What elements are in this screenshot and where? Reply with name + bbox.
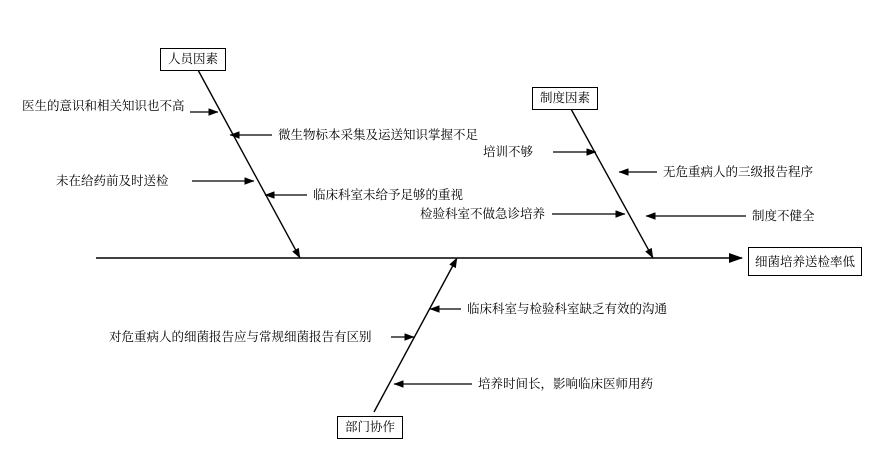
bone-personnel xyxy=(198,70,300,258)
cause-label-collab-2: 对危重病人的细菌报告应与常规细菌报告有区别 xyxy=(109,329,372,344)
cause-label-system-4: 制度不健全 xyxy=(752,208,815,223)
bone-collaboration xyxy=(374,258,457,412)
category-label-system: 制度因素 xyxy=(532,87,598,110)
cause-label-collab-3: 培养时间长，影响临床医师用药 xyxy=(478,376,654,391)
category-label-collaboration: 部门协作 xyxy=(337,416,403,439)
cause-label-personnel-2: 微生物标本采集及运送知识掌握不足 xyxy=(278,127,479,142)
cause-label-system-1: 培训不够 xyxy=(483,144,534,159)
cause-label-system-2: 无危重病人的三级报告程序 xyxy=(663,164,814,179)
cause-label-personnel-4: 临床科室未给予足够的重视 xyxy=(313,187,464,202)
effect-label: 细菌培养送检率低 xyxy=(748,247,862,276)
cause-label-personnel-1: 医生的意识和相关知识也不高 xyxy=(22,98,185,113)
cause-label-personnel-3: 未在给药前及时送检 xyxy=(56,173,169,188)
bone-system xyxy=(571,109,653,258)
cause-label-collab-1: 临床科室与检验科室缺乏有效的沟通 xyxy=(467,301,668,316)
cause-label-system-3: 检验科室不做急诊培养 xyxy=(420,206,546,221)
category-label-personnel: 人员因素 xyxy=(160,48,226,71)
